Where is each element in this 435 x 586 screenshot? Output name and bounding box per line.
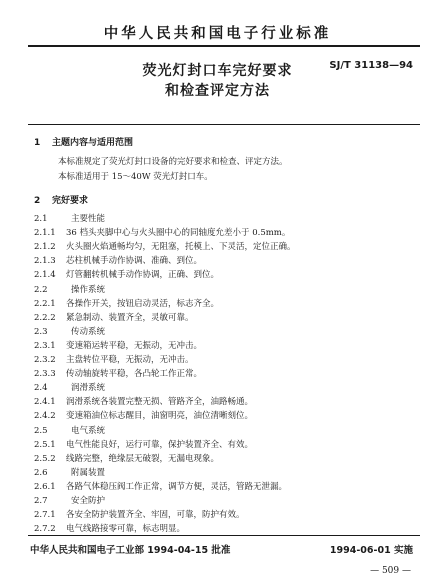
requirement-item	[34, 480, 287, 492]
item-number: 2.6.1	[34, 481, 56, 492]
requirement-item	[34, 438, 253, 450]
requirement-group-heading	[34, 466, 105, 478]
page-number: — 509 —	[370, 566, 411, 576]
section-title: 主题内容与适用范围	[52, 138, 134, 148]
item-text: 芯柱机械手动作协调、准确、到位。	[66, 256, 203, 267]
item-number: 2.3.2	[34, 355, 56, 365]
standard-code: SJ/T 31138—94	[329, 60, 413, 71]
requirement-item	[34, 297, 219, 309]
document-title-line1: 荧光灯封口车完好要求	[142, 63, 293, 79]
item-number: 2.3	[34, 326, 48, 337]
item-number: 2.7	[34, 496, 48, 506]
item-text: 线路完整，绝缘层无破裂，无漏电现象。	[66, 453, 220, 464]
item-text: 变速箱油位标志醒目，油窗明亮，油位清晰刻位。	[66, 411, 254, 422]
section-1-paragraph-1: 本标准规定了荧光灯封口设备的完好要求和检查、评定方法。	[58, 157, 288, 167]
item-text: 润滑系统各装置完整无损、管路齐全，油路畅通。	[66, 397, 254, 408]
item-number: 2.7.1	[34, 510, 56, 521]
item-number: 2.5	[34, 425, 48, 436]
requirement-item	[34, 508, 245, 520]
requirement-item	[34, 226, 290, 238]
requirement-item	[34, 339, 202, 351]
requirement-item	[34, 240, 296, 252]
title-rule	[28, 124, 420, 125]
item-text: 电气性能良好，运行可靠，保护装置齐全、有效。	[66, 439, 254, 450]
document-title-line2: 和检查评定方法	[165, 83, 270, 99]
header-rule	[28, 45, 420, 47]
item-text: 电气线路接零可靠，标志明显。	[66, 524, 186, 535]
item-number: 2.2	[34, 284, 48, 295]
section-1-paragraph-2: 本标准适用于 15～40W 荧光灯封口车。	[58, 172, 213, 182]
item-text: 36 档头夹脚中心与火头圈中心的同轴度允差小于 0.5mm。	[66, 228, 291, 239]
item-number: 2.2.1	[34, 298, 56, 309]
item-number: 2.2.2	[34, 312, 56, 323]
item-number: 2.7.2	[34, 524, 56, 535]
item-text: 灯管翻转机械手动作协调，正确、到位。	[66, 270, 220, 281]
section-title: 完好要求	[52, 196, 89, 206]
item-text: 火头圈火焰通畅均匀，无阻塞，托模上、下灵活，定位正确。	[66, 242, 296, 253]
item-number: 2.1.2	[34, 242, 56, 253]
item-number: 2.1.1	[34, 228, 56, 239]
item-text: 紧急制动、装置齐全，灵敏可靠。	[66, 312, 194, 323]
requirement-item	[34, 452, 219, 464]
approval-statement: 中华人民共和国电子工业部 1994-04-15 批准	[30, 545, 231, 556]
item-number: 2.4	[34, 383, 48, 394]
item-number: 2.5.1	[34, 439, 56, 450]
section-1-heading	[34, 135, 133, 148]
requirement-group-heading	[34, 325, 105, 337]
item-number: 2.4.1	[34, 397, 56, 408]
item-number: 2.3.3	[34, 369, 56, 380]
requirement-group-heading	[34, 424, 105, 436]
requirement-item	[34, 254, 202, 266]
requirement-item	[34, 409, 253, 421]
footer-rule	[28, 535, 420, 536]
item-text: 主盘转位平稳，无振动，无冲击。	[66, 355, 194, 365]
item-text: 传动轴旋转平稳，各凸轮工作正常。	[66, 369, 203, 380]
item-text: 变速箱运转平稳，无振动，无冲击。	[66, 340, 203, 351]
requirement-group-heading	[34, 212, 105, 224]
implementation-date: 1994-06-01 实施	[329, 545, 413, 556]
section-number: 2	[34, 196, 41, 206]
item-number: 2.1.4	[34, 270, 56, 281]
item-text: 主要性能	[71, 214, 106, 224]
item-number: 2.1.3	[34, 256, 56, 267]
requirement-item	[34, 395, 253, 407]
requirement-group-heading	[34, 381, 105, 393]
requirement-item	[34, 268, 219, 280]
requirement-group-heading	[34, 283, 105, 295]
section-number: 1	[34, 138, 41, 148]
requirement-item	[34, 311, 194, 323]
item-text: 安全防护	[71, 496, 106, 506]
requirement-item	[34, 353, 194, 365]
item-text: 各操作开关，按钮启动灵活，标志齐全。	[66, 298, 220, 309]
item-text: 附属装置	[71, 467, 106, 478]
item-text: 润滑系统	[71, 383, 106, 394]
section-2-heading	[34, 193, 88, 206]
requirement-item	[34, 367, 202, 379]
requirement-item	[34, 522, 185, 534]
item-text: 各安全防护装置齐全、牢固，可靠，防护有效。	[66, 510, 245, 521]
item-text: 操作系统	[71, 284, 106, 295]
item-number: 2.6	[34, 467, 48, 478]
item-number: 2.5.2	[34, 453, 56, 464]
item-text: 传动系统	[71, 326, 106, 337]
item-number: 2.1	[34, 214, 48, 224]
standard-org-title: 中华人民共和国电子行业标准	[103, 26, 332, 42]
item-text: 各路气体稳压阀工作正常，调节方便，灵活，管路无泄漏。	[66, 481, 288, 492]
item-number: 2.3.1	[34, 340, 56, 351]
item-text: 电气系统	[71, 425, 106, 436]
requirement-group-heading	[34, 494, 105, 506]
item-number: 2.4.2	[34, 411, 56, 422]
